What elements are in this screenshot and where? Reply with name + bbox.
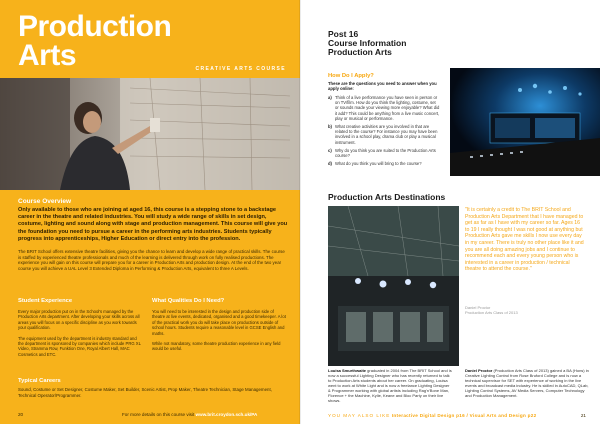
title-line-2: Arts <box>18 39 77 72</box>
question-label: a) <box>328 95 332 100</box>
overview-heading: Course Overview <box>18 198 72 205</box>
question-label: c) <box>328 147 332 153</box>
page-spine <box>299 0 301 424</box>
careers-text: Sound, Costume or Set Designer, Costume Maker, Set Builder, Scenic Artist, Prop Maker, Theatre Technician, Stage Management, Technical Operator/Programmer. <box>18 387 272 398</box>
student-experience-column <box>18 298 142 362</box>
careers-heading: Typical Careers <box>18 378 61 384</box>
course-details-line <box>122 412 257 417</box>
course-category-tag: CREATIVE ARTS COURSE <box>195 66 286 72</box>
footer-prefix: For more details on this course visit <box>122 412 195 417</box>
page-title <box>18 12 171 70</box>
alumni-text: graduated in 2004 from The BRIT School and is now a successful Lighting Designer who has recently returned to talk to Production Arts students about her career. On graduating, Louisa went to work at White Light and is now a freelance Lighting Designer & Programmer working with global artists including Rag'n'Bone Man, Florence + the Machine, Kylie, Keane and Bloc Party on their live shows. <box>328 368 452 403</box>
title-line-1: Production <box>18 10 172 43</box>
destinations-heading: Production Arts Destinations <box>328 192 446 202</box>
question-label: d) <box>328 161 332 167</box>
alumni-bio-daniel <box>465 368 590 398</box>
application-questions <box>328 95 440 169</box>
alumni-name: Daniel Proctor <box>465 368 493 373</box>
testimonial-name: Daniel Proctor <box>465 305 491 310</box>
question-text: Why do you think you are suited to the Production Arts course? <box>335 147 436 159</box>
apply-intro: These are the questions you need to answer when you apply online: <box>328 81 437 92</box>
question-label: b) <box>328 124 332 130</box>
alumni-bio-louisa <box>328 368 453 403</box>
question-item <box>328 95 440 121</box>
question-text: What creative activities are you involved in that are related to the course? For instance you may have been involved in a school play, drama club or play a musical instrument. <box>335 124 438 145</box>
student-experience-p1: Every major production put on in the School's managed by the Production Arts department. After developing your skills across all areas you will focus on a specific discipline as you work towards your qualification. <box>18 309 140 331</box>
overview-body: The BRIT School offers extensive theatre facilities, giving you the chance to learn and develop a wide range of practical skills. The course is staffed by experienced theatre professionals and much of the learning is delivered through work on fully realised productions. The experience you will gain on this course will prepare you for a career in Production Arts and production design. At the end of the two year course you will achieve a UAL Level 3 Extended Diploma in Performing & Production Arts, equivalent to three A Levels. <box>18 249 285 271</box>
qualities-p1: You will need to be interested in the design and production side of theatre at live events, dedicated, organised and a good timekeeper. A lot of the practical work you do will take place on productions outside of school hours. Students require a reasonable level in GCSE English and maths. <box>152 309 286 336</box>
related-label: YOU MAY ALSO LIKE <box>328 413 391 418</box>
question-item <box>328 148 440 158</box>
question-text: What do you think you will bring to the course? <box>335 161 422 167</box>
testimonial-quote: "It is certainly a credit to The BRIT School and Production Arts Department that I have managed to get as far as I have with my career so far. Ages 16 to 19 I really thought I was not good at anything but Production Arts gave me skills I now use every day in my career. There is truly no other place like it and you are all doing amazing jobs and I continue to recommend each and every young person who is interested in a career in production / technical theatre to attend the course." <box>465 207 584 273</box>
post-line-1: Post 16 <box>328 29 359 39</box>
student-experience-heading: Student Experience <box>18 298 73 304</box>
course-url-link[interactable]: www.brit.croydon.sch.uk/PA <box>195 412 258 417</box>
stadium-lighting-photo <box>328 206 459 366</box>
question-text: Think of a live performance you have seen in person or on TV/film. How do you think the lighting, costume, set or sounds made your viewing more enjoyable? What did it add? This could be anything from a live music concert, play or musical or performance. <box>335 95 440 121</box>
qualities-column <box>152 298 286 357</box>
qualities-heading: What Qualities Do I Need? <box>152 298 225 304</box>
page-number-left: 20 <box>18 412 24 417</box>
question-item <box>328 124 440 145</box>
question-item <box>328 161 440 166</box>
post-line-2: Course Information <box>328 38 407 49</box>
testimonial-attribution <box>465 305 585 315</box>
apply-heading: How Do I Apply? <box>328 73 374 79</box>
alumni-name: Louisa Smurthwaite <box>328 368 367 373</box>
related-courses-line <box>328 413 536 418</box>
post-line-3: Production Arts <box>328 47 392 58</box>
related-courses-links[interactable]: Interactive Digital Design p16 / Visual Arts and Design p22 <box>391 413 537 418</box>
student-experience-p2: The equipment used by the department is industry standard and the department is sponsored by companies which include PRG XL Video, Stramma Row, Funktion One, Royal Albert Hall, MAC Cosmetics and ETC. <box>18 335 141 357</box>
student-painting-photo <box>0 78 300 190</box>
qualities-p2: While not mandatory, some theatre production experience in any field would be useful. <box>152 341 281 352</box>
alumni-text: (Production Arts Class of 2013) gained a BA (Hons) in Creative Lighting Control from Rose Bruford College and is now a technical supervisor for SET with experience of working in the live events and broadcast media industry. He is skilled in AutoCAD, QLab, Lighting Control Systems, AV Media Servers, Computer Technology and Production Management. <box>465 368 589 398</box>
course-info-heading <box>328 30 406 58</box>
right-footer <box>300 404 600 424</box>
left-footer <box>0 404 300 424</box>
lighting-desk-photo <box>450 68 600 176</box>
right-page <box>300 0 600 424</box>
overview-lead: Only available to those who are joining at aged 16, this course is a stepping stone to a backstage career in the theatre and related industries. You will study a wide range of skills in set design, costume, lighting and sound along with stage and production management. This course will give you the foundation you need to pursue a career in the performing arts industries. Students typically progress into apprenticeships, Higher Education or direct entry into the profession. <box>18 207 288 242</box>
testimonial-role: Production Arts Class of 2013 <box>465 310 518 315</box>
page-number-right: 21 <box>580 413 586 418</box>
